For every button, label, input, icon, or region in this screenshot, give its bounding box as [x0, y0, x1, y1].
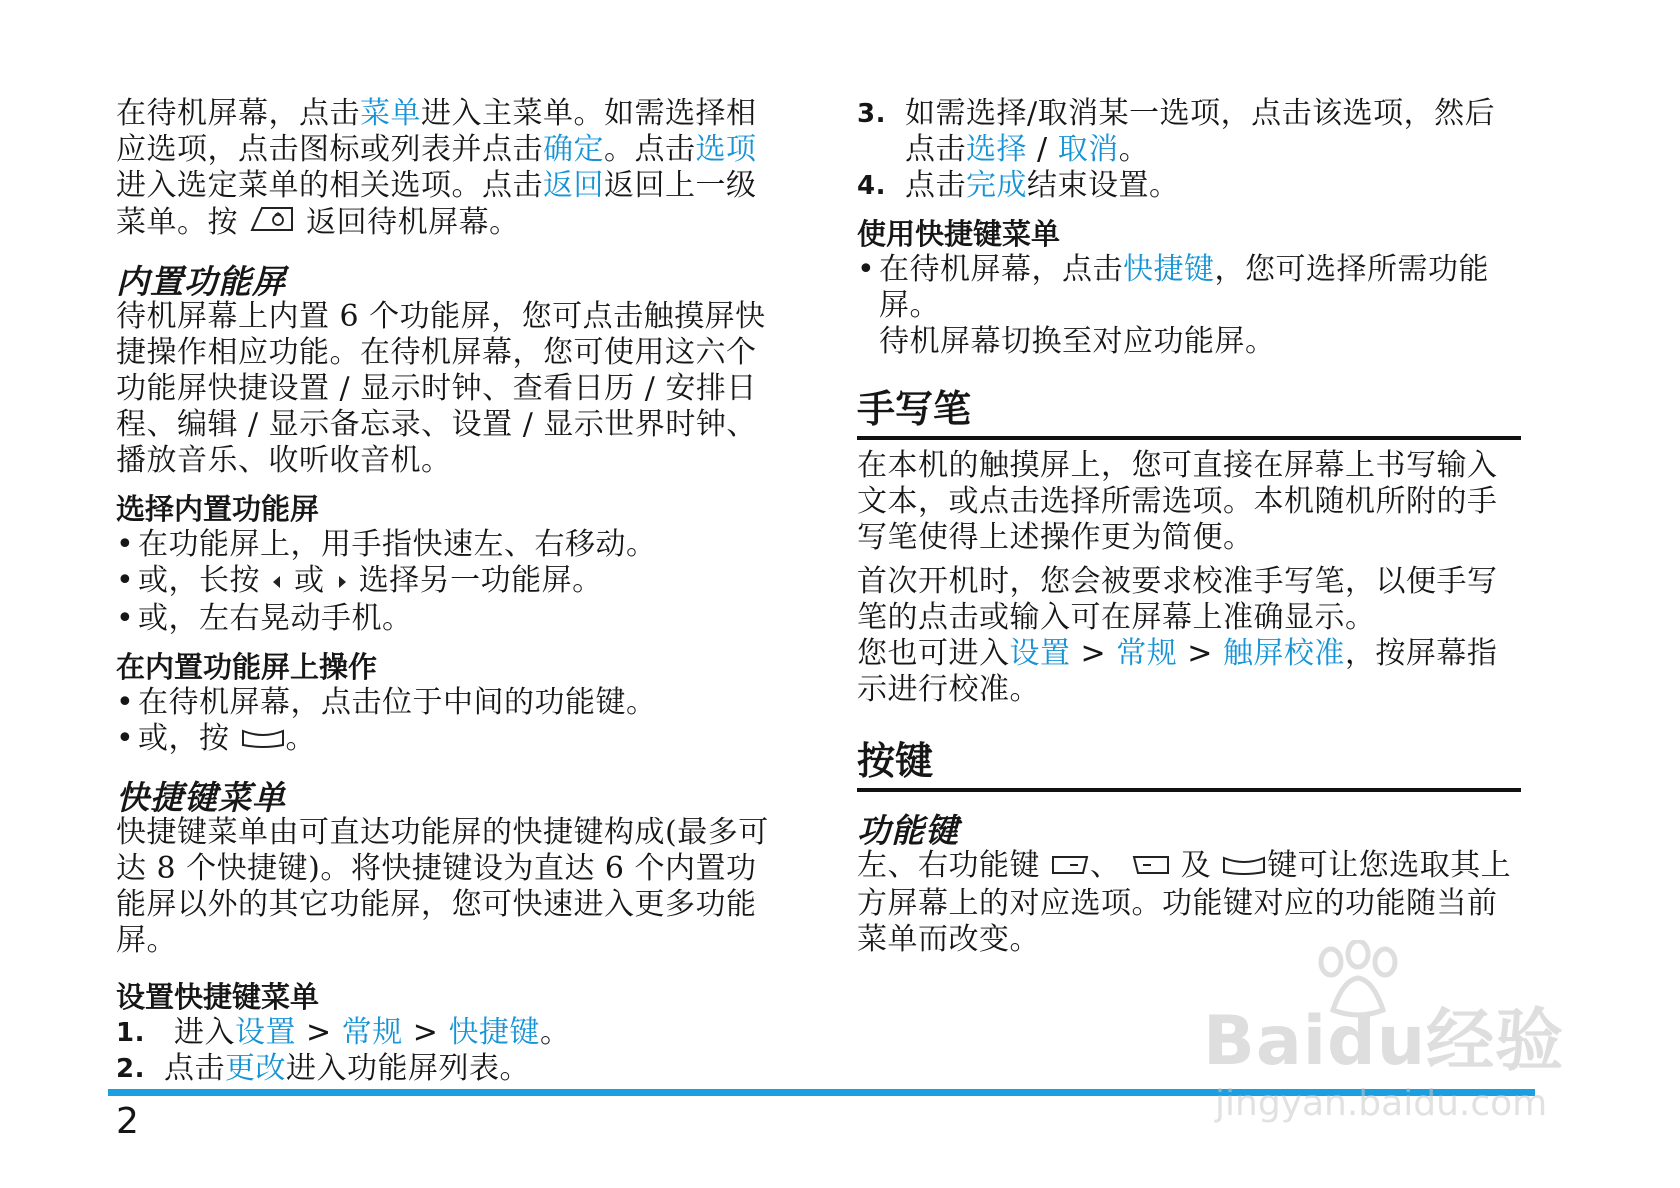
- list-item: 1. 进入设置 > 常规 > 快捷键。: [116, 1015, 571, 1050]
- left-softkey-icon: [1050, 850, 1090, 886]
- list-item: • 或，按 。: [116, 721, 780, 759]
- watermark-main-text: Baidu经验: [1203, 1002, 1565, 1081]
- function-keys-heading: 功能键: [857, 811, 959, 850]
- intro-text-5: 返回上一级菜单。按: [116, 168, 757, 240]
- watermark-url-text: jingyan.baidu.com: [1215, 1083, 1548, 1124]
- page-number: 2: [116, 1101, 139, 1142]
- center-key-icon: [1221, 850, 1267, 886]
- list-item: • 在功能屏上，用手指快速左、右移动。: [116, 527, 657, 562]
- select-link: 选择: [966, 132, 1027, 167]
- baidu-watermark: [1195, 940, 1595, 1150]
- menu-link: 菜单: [360, 96, 421, 131]
- operate-screen-heading: 在内置功能屏上操作: [116, 650, 378, 684]
- right-arrow-icon: [335, 565, 349, 601]
- list-item: 3. 如需选择/取消某一选项，点击该选项，然后点击选择 / 取消。: [857, 96, 1496, 167]
- stylus-paragraph-1: 在本机的触摸屏上，您可直接在屏幕上书写输入文本，或点击选择所需选项。本机随机所附的手写笔使得上述操作更为简便。: [857, 448, 1498, 555]
- select-screen-heading: 选择内置功能屏: [116, 492, 320, 526]
- builtin-screens-body: 待机屏幕上内置 6 个功能屏，您可点击触摸屏快捷操作相应功能。在待机屏幕，您可使用这六个功能屏快捷设置 / 显示时钟、查看日历 / 安排日程、编辑 / 显示备忘录、设置 / 显示世界时钟、播放音乐、收听收音机。: [116, 299, 766, 478]
- stylus-paragraph-2: 首次开机时，您会被要求校准手写笔，以便手写笔的点击或输入可在屏幕上准确显示。: [857, 564, 1498, 635]
- intro-text-2: 进入主菜单。如需选择相应选项，点击图标或列表并点击: [116, 96, 757, 167]
- settings-link: 设置: [235, 1015, 296, 1050]
- stylus-section-heading: 手写笔: [857, 386, 1521, 440]
- back-link: 返回: [543, 168, 604, 203]
- cancel-link: 取消: [1057, 132, 1119, 167]
- end-key-icon: [248, 204, 296, 243]
- stylus-paragraph-3: 您也可进入设置 > 常规 > 触屏校准，按屏幕指示进行校准。: [857, 636, 1498, 707]
- settings-link: 设置: [1009, 636, 1071, 671]
- list-item: • 或，长按 或 选择另一功能屏。: [116, 563, 780, 601]
- use-shortcut-heading: 使用快捷键菜单: [857, 217, 1061, 251]
- shortcut-menu-heading: 快捷键菜单: [116, 778, 286, 817]
- intro-text-1: 在待机屏幕，点击: [116, 96, 360, 131]
- list-item: • 或，左右晃动手机。: [116, 601, 413, 636]
- shortcut-key-link: 快捷键: [1123, 252, 1215, 287]
- intro-text-3: 。点击: [604, 132, 696, 167]
- left-column: [116, 96, 780, 1087]
- function-keys-body: 左、右功能键 、 及 键可让您选取其上方屏幕上的对应选项。功能键对应的功能随当前菜单而改变。: [857, 848, 1512, 957]
- list-item: 2. 点击更改进入功能屏列表。: [116, 1051, 530, 1086]
- shortcut-link: 快捷键: [448, 1015, 540, 1050]
- intro-paragraph: [116, 96, 780, 243]
- left-arrow-icon: [270, 565, 284, 601]
- list-item: • 在待机屏幕，点击快捷键，您可选择所需功能屏。 待机屏幕切换至对应功能屏。: [857, 252, 1489, 359]
- options-link: 选项: [695, 132, 757, 167]
- done-link: 完成: [966, 168, 1027, 203]
- builtin-screens-heading: 内置功能屏: [116, 262, 286, 301]
- right-softkey-icon: [1131, 850, 1171, 886]
- intro-text-4: 进入选定菜单的相关选项。点击: [116, 168, 543, 203]
- general-link: 常规: [1116, 636, 1178, 671]
- change-link: 更改: [225, 1051, 286, 1086]
- confirm-link: 确定: [543, 132, 604, 167]
- list-item: • 在待机屏幕，点击位于中间的功能键。: [116, 685, 657, 720]
- keys-section-heading: 按键: [857, 738, 1521, 792]
- calibration-link: 触屏校准: [1222, 636, 1345, 671]
- intro-text-6: 返回待机屏幕。: [306, 205, 520, 240]
- center-key-icon: [240, 723, 286, 759]
- shortcut-menu-body: 快捷键菜单由可直达功能屏的快捷键构成(最多可达 8 个快捷键)。将快捷键设为直达 6 个内置功能屏以外的其它功能屏，您可快速进入更多功能屏。: [116, 815, 769, 958]
- list-item: 4. 点击完成结束设置。: [857, 168, 1180, 203]
- setup-shortcut-heading: 设置快捷键菜单: [116, 980, 320, 1014]
- right-column: [857, 96, 1521, 958]
- general-link: 常规: [341, 1015, 403, 1050]
